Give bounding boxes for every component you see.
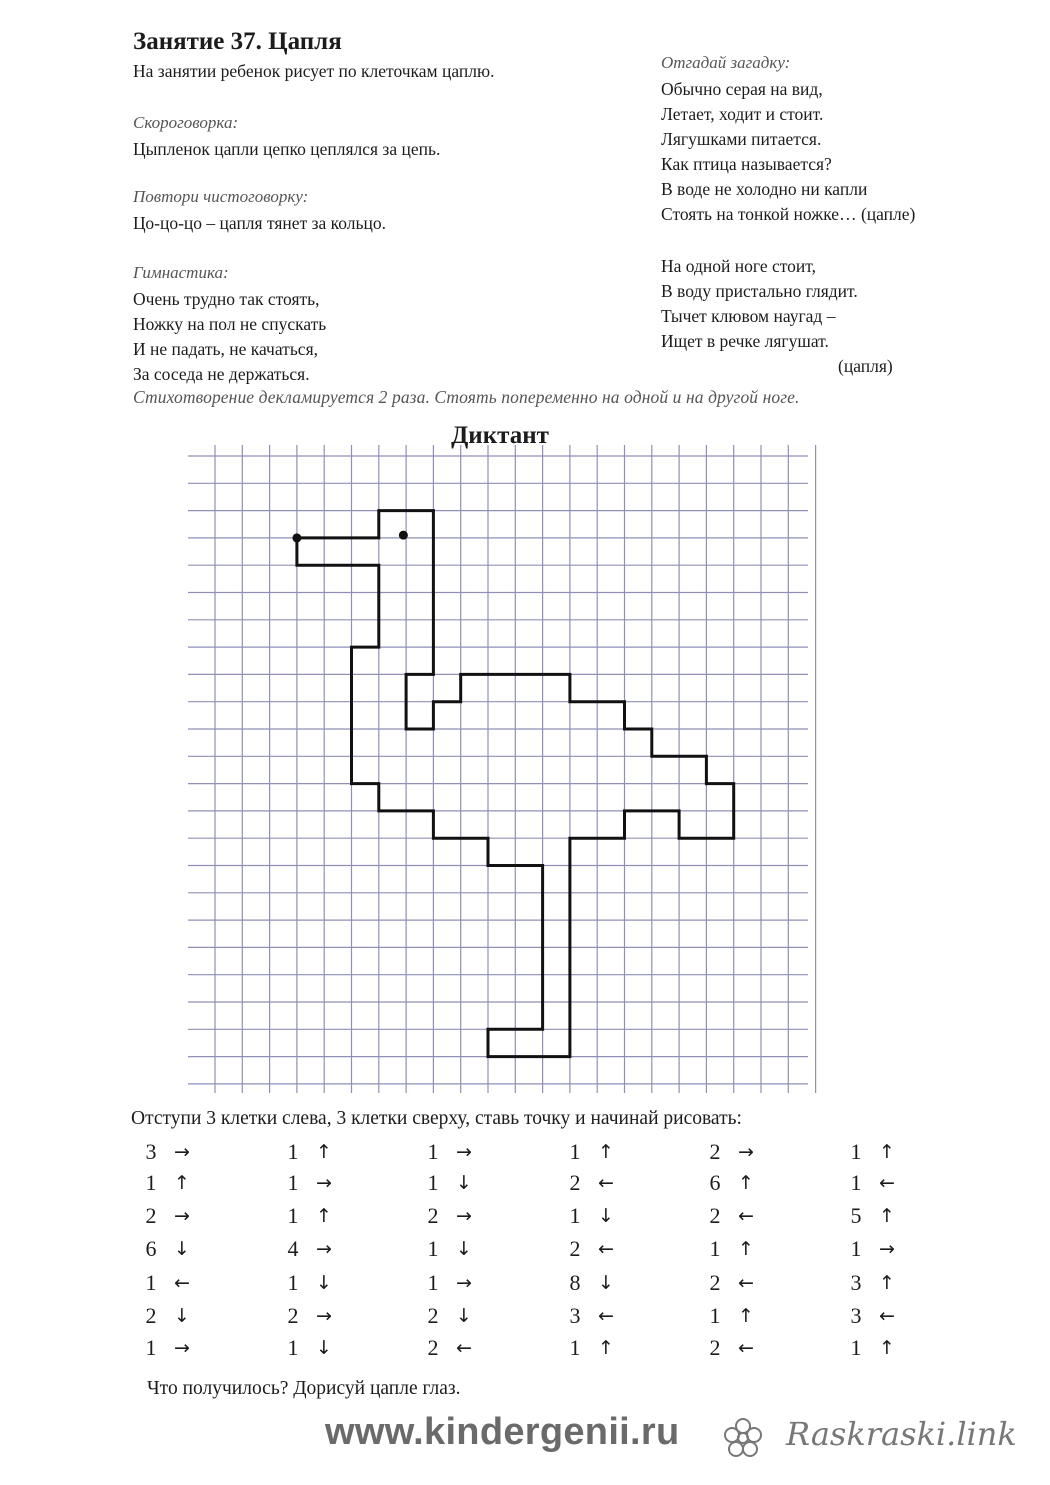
start-dot [292,533,301,542]
dictation-step [140,1203,190,1229]
arrow-left-icon: ← [456,1337,472,1359]
page-title: Занятие 37. Цапля [133,28,342,55]
dictation-step [845,1270,895,1296]
step-count: 1 [427,1236,439,1261]
arrow-right-icon: → [738,1141,754,1163]
arrow-up-icon: ↑ [598,1141,614,1163]
gymnastics-note: Стихотворение декламируется 2 раза. Стоять попеременно на одной и на другой ноге. [133,387,800,407]
step-count: 2 [569,1236,581,1261]
riddle-line: Обычно серая на вид, [661,79,823,99]
step-count: 1 [287,1270,299,1295]
step-count: 1 [287,1170,299,1195]
arrow-right-icon: → [456,1205,472,1227]
dictation-step [422,1236,472,1262]
dictation-step [845,1236,895,1262]
step-count: 1 [287,1335,299,1360]
dictation-step [140,1270,190,1296]
gymnastics-line: За соседа не держаться. [133,364,310,384]
dictation-step [422,1335,472,1361]
arrow-up-icon: ↑ [174,1172,190,1194]
dictation-step [422,1139,472,1165]
step-count: 2 [427,1335,439,1360]
dictation-step [564,1270,614,1296]
gymnastics-label: Гимнастика: [133,263,229,282]
dictation-step [282,1170,332,1196]
dictation-step [564,1236,614,1262]
dictation-title: Диктант [451,422,549,449]
arrow-right-icon: → [174,1205,190,1227]
dictation-step [282,1236,332,1262]
riddle-line: Как птица называется? [661,154,832,174]
arrow-right-icon: → [174,1337,190,1359]
dictation-step [140,1236,190,1262]
dictation-step [282,1203,332,1229]
step-count: 3 [850,1303,862,1328]
dictation-step [140,1170,190,1196]
arrow-down-icon: ↓ [456,1305,472,1327]
arrow-left-icon: ← [738,1337,754,1359]
step-count: 1 [850,1139,862,1164]
dictation-step [704,1270,754,1296]
step-count: 3 [145,1139,157,1164]
arrow-left-icon: ← [598,1172,614,1194]
step-count: 1 [427,1170,439,1195]
arrow-up-icon: ↑ [879,1337,895,1359]
step-count: 1 [287,1203,299,1228]
dictation-step [704,1203,754,1229]
riddle-answer: (цапля) [838,356,893,376]
dictation-step [282,1139,332,1165]
arrow-down-icon: ↓ [174,1238,190,1260]
step-count: 1 [850,1236,862,1261]
step-count: 2 [427,1203,439,1228]
gymnastics-line: И не падать, не качаться, [133,339,318,359]
step-count: 6 [145,1236,157,1261]
riddle-line: В воде не холодно ни капли [661,179,868,199]
dictation-step [704,1236,754,1262]
arrow-down-icon: ↓ [316,1272,332,1294]
dictation-step [704,1335,754,1361]
step-count: 1 [569,1139,581,1164]
dictation-instruction: Отступи 3 клетки слева, 3 клетки сверху, ставь точку и начинай рисовать: [131,1108,742,1129]
arrow-up-icon: ↑ [598,1337,614,1359]
dictation-step [140,1139,190,1165]
gymnastics-line: Ножку на пол не спускать [133,314,327,334]
riddle-line: Летает, ходит и стоит. [661,104,824,124]
step-count: 2 [287,1303,299,1328]
dictation-step [422,1270,472,1296]
tongue-twister-text: Цыпленок цапли цепко цеплялся за цепь. [133,139,441,159]
arrow-right-icon: → [456,1272,472,1294]
step-count: 8 [569,1270,581,1295]
step-count: 1 [145,1335,157,1360]
arrow-left-icon: ← [174,1272,190,1294]
step-count: 1 [569,1203,581,1228]
step-count: 3 [569,1303,581,1328]
dictation-step [422,1203,472,1229]
dictation-step [564,1303,614,1329]
arrow-right-icon: → [316,1238,332,1260]
arrow-right-icon: → [316,1172,332,1194]
flower-icon [718,1418,768,1458]
arrow-down-icon: ↓ [598,1272,614,1294]
dictation-step [282,1335,332,1361]
arrow-up-icon: ↑ [879,1141,895,1163]
dictation-step [282,1270,332,1296]
dictation-step [704,1139,754,1165]
tongue-twister-label: Скороговорка: [133,113,239,132]
dictation-step [282,1303,332,1329]
step-count: 1 [287,1139,299,1164]
arrow-right-icon: → [174,1141,190,1163]
website-watermark: www.kindergenii.ru [325,1411,680,1453]
arrow-down-icon: ↓ [456,1172,472,1194]
step-count: 2 [709,1270,721,1295]
step-count: 2 [145,1303,157,1328]
arrow-left-icon: ← [598,1305,614,1327]
dictation-step [704,1170,754,1196]
arrow-down-icon: ↓ [316,1337,332,1359]
step-count: 6 [709,1170,721,1195]
heron-eye [399,531,408,540]
arrow-left-icon: ← [738,1205,754,1227]
arrow-up-icon: ↑ [879,1205,895,1227]
dictation-step [422,1303,472,1329]
dictation-step [704,1303,754,1329]
dictation-step [422,1170,472,1196]
step-count: 1 [427,1270,439,1295]
dictation-step [845,1139,895,1165]
arrow-left-icon: ← [598,1238,614,1260]
dictation-step [564,1170,614,1196]
step-count: 2 [709,1335,721,1360]
riddle-line: Лягушками питается. [661,129,822,149]
intro-text: На занятии ребенок рисует по клеточкам цаплю. [133,61,495,81]
riddle-line: В воду пристально глядит. [661,281,858,301]
step-count: 4 [287,1236,299,1261]
step-count: 1 [850,1335,862,1360]
riddle-line: Ищет в речке лягушат. [661,331,829,351]
dictation-step [845,1335,895,1361]
step-count: 5 [850,1203,862,1228]
arrow-right-icon: → [316,1305,332,1327]
dictation-step [845,1170,895,1196]
riddle-label: Отгадай загадку: [661,53,791,72]
arrow-up-icon: ↑ [316,1205,332,1227]
step-count: 1 [709,1303,721,1328]
pure-twister-label: Повтори чистоговорку: [133,187,309,206]
step-count: 2 [709,1139,721,1164]
dictation-step [845,1203,895,1229]
arrow-right-icon: → [879,1238,895,1260]
dictation-step [564,1139,614,1165]
arrow-right-icon: → [456,1141,472,1163]
step-count: 3 [850,1270,862,1295]
arrow-left-icon: ← [879,1172,895,1194]
step-count: 2 [145,1203,157,1228]
arrow-left-icon: ← [879,1305,895,1327]
dictation-question: Что получилось? Дорисуй цапле глаз. [147,1378,461,1399]
step-count: 1 [709,1236,721,1261]
dictation-step [564,1335,614,1361]
step-count: 1 [145,1170,157,1195]
step-count: 1 [569,1335,581,1360]
dictation-step [845,1303,895,1329]
step-count: 2 [427,1303,439,1328]
dictation-step [564,1203,614,1229]
brand-watermark: Raskraski.link [786,1415,1017,1453]
riddle-line: Стоять на тонкой ножке… (цапле) [661,204,916,224]
arrow-up-icon: ↑ [879,1272,895,1294]
pure-twister-text: Цо-цо-цо – цапля тянет за кольцо. [133,213,386,233]
arrow-up-icon: ↑ [738,1305,754,1327]
arrow-up-icon: ↑ [738,1238,754,1260]
arrow-up-icon: ↑ [738,1172,754,1194]
step-count: 1 [850,1170,862,1195]
arrow-down-icon: ↓ [598,1205,614,1227]
step-count: 2 [569,1170,581,1195]
riddle-line: Тычет клювом наугад – [661,306,836,326]
dictation-step [140,1335,190,1361]
arrow-left-icon: ← [738,1272,754,1294]
gymnastics-line: Очень трудно так стоять, [133,289,320,309]
step-count: 1 [427,1139,439,1164]
riddle-line: На одной ноге стоит, [661,256,816,276]
arrow-down-icon: ↓ [456,1238,472,1260]
arrow-up-icon: ↑ [316,1141,332,1163]
step-count: 2 [709,1203,721,1228]
step-count: 1 [145,1270,157,1295]
dictation-step [140,1303,190,1329]
arrow-down-icon: ↓ [174,1305,190,1327]
